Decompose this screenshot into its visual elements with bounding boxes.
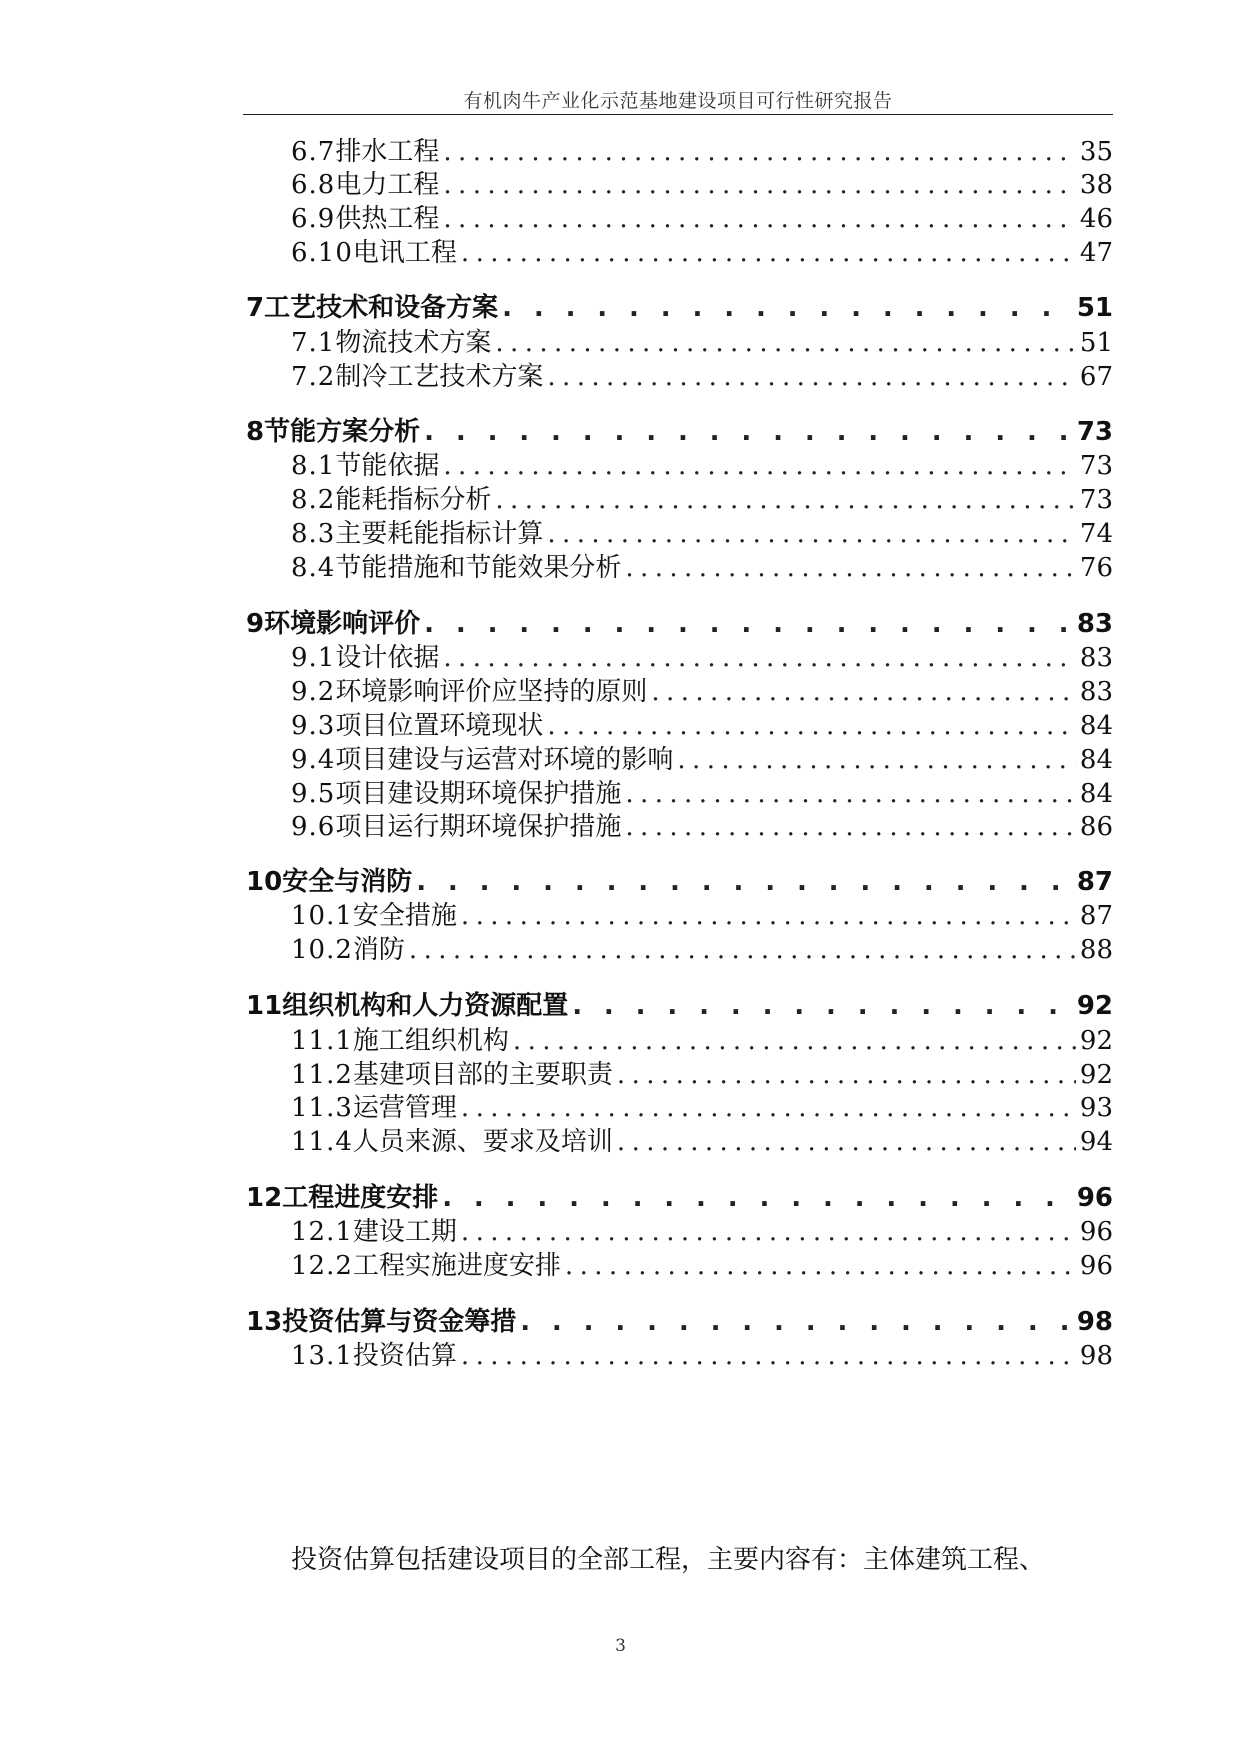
toc-section-entry[interactable] <box>291 201 1113 237</box>
toc-section-entry[interactable] <box>291 742 1113 778</box>
toc-chapter-entry[interactable] <box>246 414 1113 450</box>
toc-entry-title: 节能方案分析 <box>264 417 421 447</box>
toc-entry-page: 83 <box>1079 643 1113 673</box>
toc-entry-title: 人员来源、要求及培训 <box>352 1127 613 1157</box>
toc-entry-page: 94 <box>1079 1127 1113 1157</box>
toc-entry-page: 92 <box>1076 991 1113 1021</box>
toc-dot-leader <box>547 359 1076 395</box>
toc-section-entry[interactable] <box>291 325 1113 361</box>
toc-entry-number: 6.7 <box>291 137 336 167</box>
toc-section-entry[interactable] <box>291 167 1113 203</box>
toc-entry-page: 73 <box>1079 451 1113 481</box>
toc-chapter-entry[interactable] <box>246 606 1113 642</box>
toc-entry-title: 电讯工程 <box>352 238 457 268</box>
toc-entry-number: 12.1 <box>291 1217 353 1247</box>
toc-section-entry[interactable] <box>291 898 1113 934</box>
toc-entry-number: 7.2 <box>291 362 336 392</box>
toc-dot-leader <box>461 1214 1076 1250</box>
toc-entry-title: 物流技术方案 <box>335 328 492 358</box>
toc-dot-leader <box>547 708 1076 744</box>
toc-entry-page: 96 <box>1079 1251 1113 1281</box>
toc-dot-leader <box>495 482 1076 518</box>
toc-dot-leader <box>520 1304 1073 1340</box>
toc-entry-number: 9 <box>246 609 265 639</box>
toc-entry-title: 施工组织机构 <box>352 1026 509 1056</box>
toc-entry-title: 项目建设期环境保护措施 <box>335 779 622 809</box>
toc-entry-number: 9.1 <box>291 643 336 673</box>
toc-dot-leader <box>461 235 1076 271</box>
toc-section-entry[interactable] <box>291 482 1113 518</box>
toc-entry-page: 84 <box>1079 711 1113 741</box>
toc-entry-title: 项目位置环境现状 <box>335 711 544 741</box>
toc-chapter-entry[interactable] <box>246 1304 1113 1340</box>
toc-entry-number: 6.8 <box>291 170 336 200</box>
toc-entry-number: 7 <box>246 293 265 323</box>
toc-entry-number: 9.3 <box>291 711 336 741</box>
toc-entry-page: 96 <box>1079 1217 1113 1247</box>
toc-entry-title: 建设工期 <box>352 1217 457 1247</box>
toc-entry-title: 主要耗能指标计算 <box>335 519 544 549</box>
toc-section-entry[interactable] <box>291 516 1113 552</box>
toc-entry-number: 8.1 <box>291 451 336 481</box>
toc-entry-page: 88 <box>1079 935 1113 965</box>
toc-dot-leader <box>424 414 1073 450</box>
toc-entry-number: 8.2 <box>291 485 336 515</box>
toc-section-entry[interactable] <box>291 1338 1113 1374</box>
toc-section-entry[interactable] <box>291 1023 1113 1059</box>
toc-entry-title: 节能依据 <box>335 451 440 481</box>
toc-entry-page: 73 <box>1079 485 1113 515</box>
toc-entry-number: 13 <box>246 1307 283 1337</box>
toc-dot-leader <box>547 516 1076 552</box>
toc-entry-page: 87 <box>1076 867 1113 897</box>
toc-dot-leader <box>461 898 1076 934</box>
toc-dot-leader <box>442 1180 1073 1216</box>
toc-section-entry[interactable] <box>291 1057 1113 1093</box>
header-divider <box>243 114 1113 115</box>
toc-entry-title: 工程进度安排 <box>282 1183 439 1213</box>
toc-entry-page: 93 <box>1079 1093 1113 1123</box>
toc-entry-page: 35 <box>1079 137 1113 167</box>
toc-entry-number: 11 <box>246 991 283 1021</box>
toc-entry-page: 46 <box>1079 204 1113 234</box>
toc-dot-leader <box>572 988 1073 1024</box>
toc-entry-number: 10 <box>246 867 283 897</box>
toc-entry-title: 安全措施 <box>352 901 457 931</box>
toc-section-entry[interactable] <box>291 1248 1113 1284</box>
toc-section-entry[interactable] <box>291 448 1113 484</box>
toc-entry-page: 84 <box>1079 779 1113 809</box>
toc-entry-title: 设计依据 <box>335 643 440 673</box>
toc-dot-leader <box>617 1124 1076 1160</box>
toc-section-entry[interactable] <box>291 235 1113 271</box>
body-paragraph: 投资估算包括建设项目的全部工程，主要内容有：主体建筑工程、 <box>291 1545 1046 1575</box>
toc-entry-title: 能耗指标分析 <box>335 485 492 515</box>
toc-entry-title: 环境影响评价 <box>264 609 421 639</box>
toc-chapter-entry[interactable] <box>246 1180 1113 1216</box>
toc-dot-leader <box>443 640 1076 676</box>
toc-dot-leader <box>443 448 1076 484</box>
toc-section-entry[interactable] <box>291 550 1113 586</box>
toc-section-entry[interactable] <box>291 640 1113 676</box>
toc-entry-number: 11.3 <box>291 1093 353 1123</box>
toc-entry-title: 节能措施和节能效果分析 <box>335 553 622 583</box>
toc-entry-page: 98 <box>1079 1341 1113 1371</box>
toc-entry-number: 8.3 <box>291 519 336 549</box>
toc-entry-page: 86 <box>1079 812 1113 842</box>
toc-entry-page: 51 <box>1076 293 1113 323</box>
toc-entry-page: 51 <box>1079 328 1113 358</box>
toc-entry-page: 73 <box>1076 417 1113 447</box>
toc-dot-leader <box>443 201 1076 237</box>
toc-entry-title: 项目运行期环境保护措施 <box>335 812 622 842</box>
toc-entry-number: 12.2 <box>291 1251 353 1281</box>
toc-entry-title: 消防 <box>352 935 405 965</box>
toc-entry-title: 基建项目部的主要职责 <box>352 1060 613 1090</box>
toc-entry-title: 供热工程 <box>335 204 440 234</box>
toc-entry-page: 67 <box>1079 362 1113 392</box>
toc-dot-leader <box>424 606 1073 642</box>
toc-entry-number: 9.4 <box>291 745 336 775</box>
toc-entry-title: 组织机构和人力资源配置 <box>282 991 569 1021</box>
toc-dot-leader <box>651 674 1076 710</box>
toc-entry-number: 6.10 <box>291 238 353 268</box>
toc-section-entry[interactable] <box>291 708 1113 744</box>
toc-entry-number: 13.1 <box>291 1341 353 1371</box>
toc-entry-page: 83 <box>1076 609 1113 639</box>
toc-dot-leader <box>625 550 1076 586</box>
toc-entry-title: 安全与消防 <box>282 867 413 897</box>
toc-dot-leader <box>461 1090 1076 1126</box>
toc-entry-page: 76 <box>1079 553 1113 583</box>
toc-dot-leader <box>495 325 1076 361</box>
toc-section-entry[interactable] <box>291 359 1113 395</box>
toc-entry-title: 投资估算 <box>352 1341 457 1371</box>
toc-entry-number: 9.2 <box>291 677 336 707</box>
toc-entry-page: 74 <box>1079 519 1113 549</box>
toc-section-entry[interactable] <box>291 932 1113 968</box>
toc-dot-leader <box>502 290 1073 326</box>
toc-entry-page: 84 <box>1079 745 1113 775</box>
toc-entry-page: 96 <box>1076 1183 1113 1213</box>
toc-entry-page: 92 <box>1079 1060 1113 1090</box>
toc-entry-title: 项目建设与运营对环境的影响 <box>335 745 674 775</box>
toc-entry-page: 83 <box>1079 677 1113 707</box>
toc-entry-number: 10.1 <box>291 901 353 931</box>
toc-entry-number: 9.5 <box>291 779 336 809</box>
toc-section-entry[interactable] <box>291 1214 1113 1250</box>
toc-dot-leader <box>617 1057 1076 1093</box>
toc-section-entry[interactable] <box>291 674 1113 710</box>
toc-chapter-entry[interactable] <box>246 290 1113 326</box>
toc-section-entry[interactable] <box>291 776 1113 812</box>
toc-section-entry[interactable] <box>291 134 1113 170</box>
toc-dot-leader <box>461 1338 1076 1374</box>
toc-entry-number: 11.4 <box>291 1127 353 1157</box>
toc-entry-number: 10.2 <box>291 935 353 965</box>
toc-section-entry[interactable] <box>291 809 1113 845</box>
toc-chapter-entry[interactable] <box>246 988 1113 1024</box>
toc-entry-title: 电力工程 <box>335 170 440 200</box>
toc-dot-leader <box>625 809 1076 845</box>
toc-entry-title: 运营管理 <box>352 1093 457 1123</box>
toc-dot-leader <box>409 932 1076 968</box>
toc-entry-number: 11.2 <box>291 1060 353 1090</box>
toc-dot-leader <box>443 167 1076 203</box>
toc-dot-leader <box>443 134 1076 170</box>
toc-dot-leader <box>416 864 1073 900</box>
running-header: 有机肉牛产业化示范基地建设项目可行性研究报告 <box>463 90 893 112</box>
toc-entry-page: 38 <box>1079 170 1113 200</box>
toc-section-entry[interactable] <box>291 1124 1113 1160</box>
toc-entry-title: 工艺技术和设备方案 <box>264 293 499 323</box>
toc-dot-leader <box>677 742 1076 778</box>
toc-entry-page: 98 <box>1076 1307 1113 1337</box>
toc-entry-title: 制冷工艺技术方案 <box>335 362 544 392</box>
toc-entry-number: 11.1 <box>291 1026 353 1056</box>
toc-entry-number: 7.1 <box>291 328 336 358</box>
toc-dot-leader <box>625 776 1076 812</box>
toc-entry-number: 8.4 <box>291 553 336 583</box>
toc-entry-title: 投资估算与资金筹措 <box>282 1307 517 1337</box>
toc-entry-number: 8 <box>246 417 265 447</box>
toc-entry-number: 6.9 <box>291 204 336 234</box>
toc-entry-page: 92 <box>1079 1026 1113 1056</box>
toc-entry-number: 9.6 <box>291 812 336 842</box>
toc-entry-title: 环境影响评价应坚持的原则 <box>335 677 648 707</box>
toc-section-entry[interactable] <box>291 1090 1113 1126</box>
toc-entry-page: 87 <box>1079 901 1113 931</box>
toc-entry-page: 47 <box>1079 238 1113 268</box>
toc-chapter-entry[interactable] <box>246 864 1113 900</box>
toc-dot-leader <box>565 1248 1076 1284</box>
toc-entry-number: 12 <box>246 1183 283 1213</box>
page-number: 3 <box>615 1636 626 1656</box>
toc-entry-title: 工程实施进度安排 <box>352 1251 561 1281</box>
toc-dot-leader <box>513 1023 1076 1059</box>
toc-entry-title: 排水工程 <box>335 137 440 167</box>
